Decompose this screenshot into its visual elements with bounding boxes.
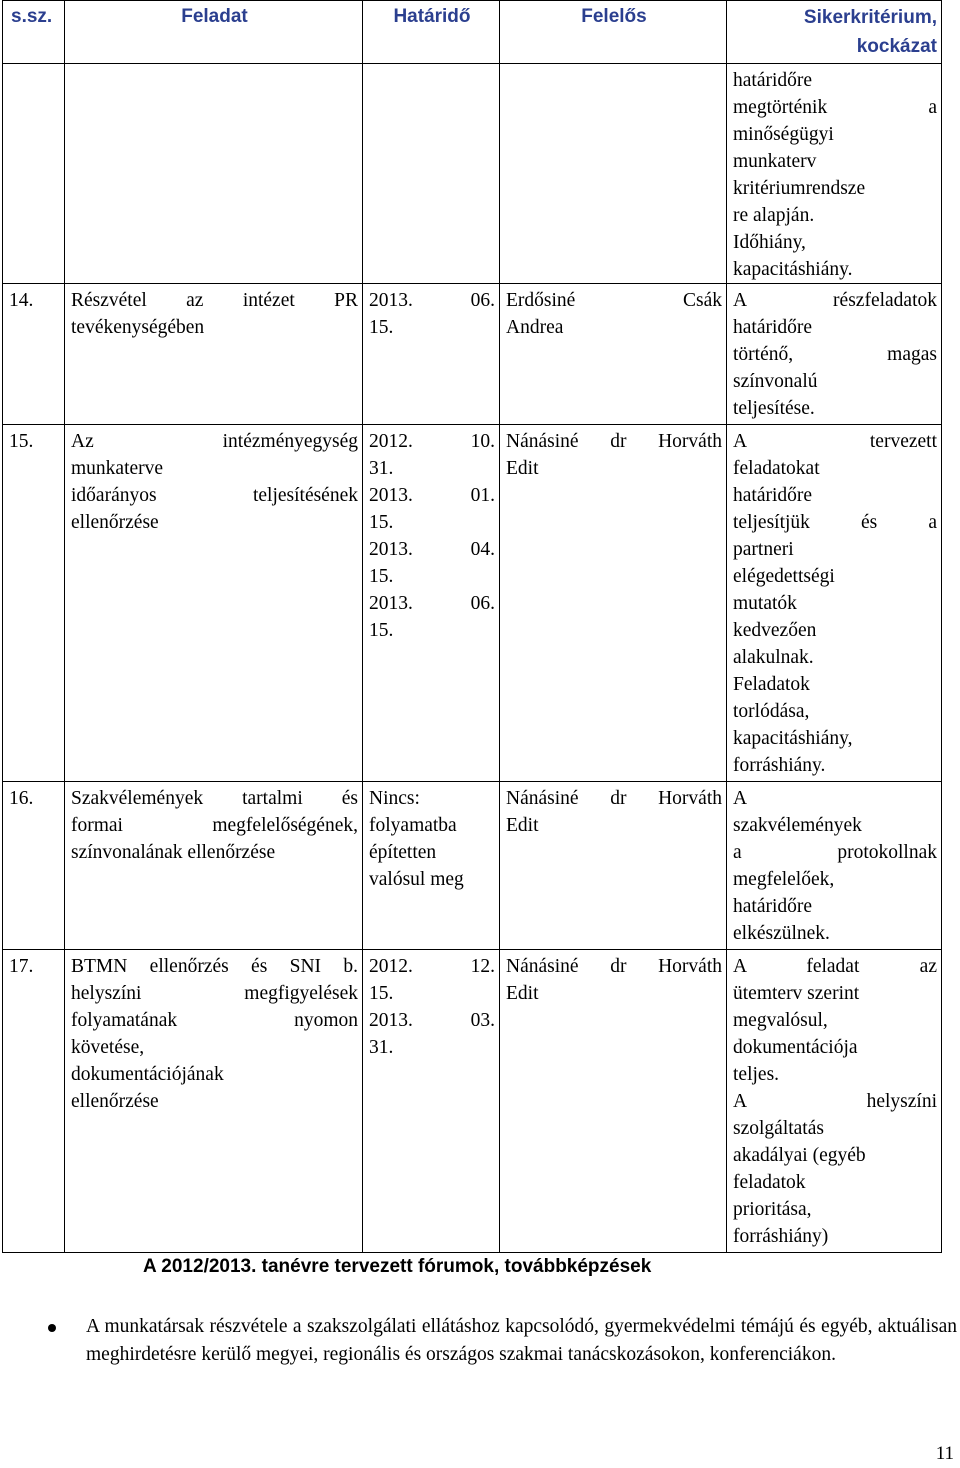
- deadline-line: Nincs:: [369, 788, 420, 809]
- responsible-line: Erdősiné Csák: [506, 290, 722, 311]
- header-task: Feladat: [65, 1, 363, 64]
- criteria-line: történő, magas: [733, 344, 937, 365]
- criteria-line: szakvélemények: [733, 815, 862, 836]
- page-number: 11: [935, 1443, 954, 1464]
- criteria-line: re alapján.: [733, 205, 815, 226]
- criteria-line: forráshiány.: [733, 755, 826, 776]
- table-header-row: [3, 1, 942, 64]
- responsible-line: Nánásiné dr Horváth: [506, 431, 722, 452]
- row-task: [65, 950, 363, 1253]
- deadline-line: 2013. 01.: [369, 485, 495, 506]
- criteria-line: színvonalú: [733, 371, 818, 392]
- criteria-line: A helyszíni: [733, 1091, 937, 1112]
- criteria-line: elégedettségi: [733, 566, 835, 587]
- deadline-line: 15.: [369, 983, 394, 1004]
- task-line: Szakvélemények tartalmi és: [71, 788, 358, 809]
- task-line: időarányos teljesítésének: [71, 485, 358, 506]
- criteria-line: akadályai (egyéb: [733, 1145, 866, 1166]
- row-criteria: [727, 284, 942, 425]
- row-deadline: [363, 782, 500, 950]
- deadline-line: építetten: [369, 842, 437, 863]
- responsible-line: Edit: [506, 983, 539, 1004]
- header-criteria-line1: Sikerkritérium,: [803, 7, 937, 28]
- task-line: dokumentációjának: [71, 1064, 224, 1085]
- criteria-line: A tervezett: [733, 431, 937, 452]
- deadline-line: 15.: [369, 317, 394, 338]
- header-criteria: [727, 1, 942, 64]
- deadline-line: folyamatba: [369, 815, 457, 836]
- criteria-line: elkészülnek.: [733, 923, 830, 944]
- row-num: 14.: [3, 284, 65, 425]
- carry-over-criteria-cell: [727, 64, 942, 284]
- criteria-line: A feladat az: [733, 956, 937, 977]
- criteria-line: határidőre: [733, 70, 813, 91]
- table-row: [3, 782, 942, 950]
- deadline-line: 15.: [369, 566, 394, 587]
- criteria-line: partneri: [733, 539, 794, 560]
- row-deadline: [363, 950, 500, 1253]
- criteria-line: feladatok: [733, 1172, 806, 1193]
- criteria-line: teljesítése.: [733, 398, 815, 419]
- task-line: színvonalának ellenőrzése: [71, 842, 276, 863]
- section-heading: A 2012/2013. tanévre tervezett fórumok, továbbképzések: [143, 1256, 652, 1277]
- row-responsible: [500, 425, 727, 782]
- row-responsible: [500, 284, 727, 425]
- criteria-line: szolgáltatás: [733, 1118, 824, 1139]
- deadline-line: 2013. 06.: [369, 290, 495, 311]
- table-row: [3, 284, 942, 425]
- deadline-line: 2013. 06.: [369, 593, 495, 614]
- criteria-line: kedvezően: [733, 620, 817, 641]
- criteria-line: forráshiány): [733, 1226, 829, 1247]
- responsible-line: Edit: [506, 815, 539, 836]
- criteria-line: A: [733, 788, 748, 809]
- deadline-line: 15.: [369, 512, 394, 533]
- criteria-line: a protokollnak: [733, 842, 937, 863]
- criteria-line: mutatók: [733, 593, 797, 614]
- table-row-carry-over: [3, 64, 942, 284]
- table-row: [3, 425, 942, 782]
- row-task: [65, 782, 363, 950]
- deadline-line: valósul meg: [369, 869, 464, 890]
- row-num: 16.: [3, 782, 65, 950]
- criteria-line: teljes.: [733, 1064, 780, 1085]
- header-criteria-line2: kockázat: [856, 36, 937, 57]
- criteria-line: A részfeladatok: [733, 290, 937, 311]
- row-responsible: [500, 950, 727, 1253]
- header-deadline: Határidő: [363, 1, 500, 64]
- task-line: Részvétel az intézet PR: [71, 290, 358, 311]
- responsible-line: Andrea: [506, 317, 564, 338]
- task-line: formai megfelelőségének,: [71, 815, 358, 836]
- criteria-line: ütemterv szerint: [733, 983, 860, 1004]
- criteria-line: határidőre: [733, 485, 813, 506]
- criteria-line: teljesítjük és a: [733, 512, 937, 533]
- task-line: folyamatának nyomon: [71, 1010, 358, 1031]
- row-responsible: [500, 782, 727, 950]
- deadline-line: 15.: [369, 620, 394, 641]
- criteria-line: megvalósul,: [733, 1010, 828, 1031]
- criteria-line: megfelelőek,: [733, 869, 835, 890]
- row-num: 15.: [3, 425, 65, 782]
- header-responsible: Felelős: [500, 1, 727, 64]
- header-num: s.sz.: [3, 1, 65, 64]
- task-line: munkaterve: [71, 458, 164, 479]
- criteria-line: kapacitáshiány.: [733, 259, 853, 280]
- criteria-line: megtörténik a: [733, 97, 937, 118]
- row-task: [65, 425, 363, 782]
- deadline-line: 31.: [369, 1037, 394, 1058]
- row-task: [65, 284, 363, 425]
- responsible-line: Nánásiné dr Horváth: [506, 956, 722, 977]
- criteria-line: minőségügyi: [733, 124, 834, 145]
- row-criteria: [727, 950, 942, 1253]
- task-line: helyszíni megfigyelések: [71, 983, 358, 1004]
- task-table: [2, 0, 942, 1253]
- row-num: 17.: [3, 950, 65, 1253]
- criteria-line: prioritása,: [733, 1199, 812, 1220]
- deadline-line: 31.: [369, 458, 394, 479]
- criteria-line: torlódása,: [733, 701, 810, 722]
- criteria-line: dokumentációja: [733, 1037, 858, 1058]
- task-line: ellenőrzése: [71, 512, 159, 533]
- criteria-line: kapacitáshiány,: [733, 728, 853, 749]
- responsible-line: Nánásiné dr Horváth: [506, 788, 722, 809]
- row-deadline: [363, 425, 500, 782]
- task-line: ellenőrzése: [71, 1091, 159, 1112]
- task-line: követése,: [71, 1037, 145, 1058]
- deadline-line: 2012. 10.: [369, 431, 495, 452]
- bullet-text: A munkatársak részvétele a szakszolgálati ellátáshoz kapcsolódó, gyermekvédelmi témájú és egyéb, aktuálisan meghirdetésre kerülő megyei, regionális és országos szakmai tanácskozásokon, konferenciákon.: [86, 1316, 957, 1365]
- criteria-line: határidőre: [733, 317, 813, 338]
- row-deadline: [363, 284, 500, 425]
- task-line: BTMN ellenőrzés és SNI b.: [71, 956, 358, 977]
- bullet-icon: [48, 1324, 56, 1332]
- deadline-line: 2013. 04.: [369, 539, 495, 560]
- deadline-line: 2013. 03.: [369, 1010, 495, 1031]
- criteria-line: alakulnak.: [733, 647, 814, 668]
- responsible-line: Edit: [506, 458, 539, 479]
- criteria-line: Feladatok: [733, 674, 810, 695]
- task-line: Az intézményegység: [71, 431, 358, 452]
- task-line: tevékenységében: [71, 317, 205, 338]
- row-criteria: [727, 782, 942, 950]
- table-row: [3, 950, 942, 1253]
- deadline-line: 2012. 12.: [369, 956, 495, 977]
- criteria-line: kritériumrendsze: [733, 178, 866, 199]
- criteria-line: Időhiány,: [733, 232, 806, 253]
- criteria-line: feladatokat: [733, 458, 820, 479]
- row-criteria: [727, 425, 942, 782]
- criteria-line: határidőre: [733, 896, 813, 917]
- criteria-line: munkaterv: [733, 151, 817, 172]
